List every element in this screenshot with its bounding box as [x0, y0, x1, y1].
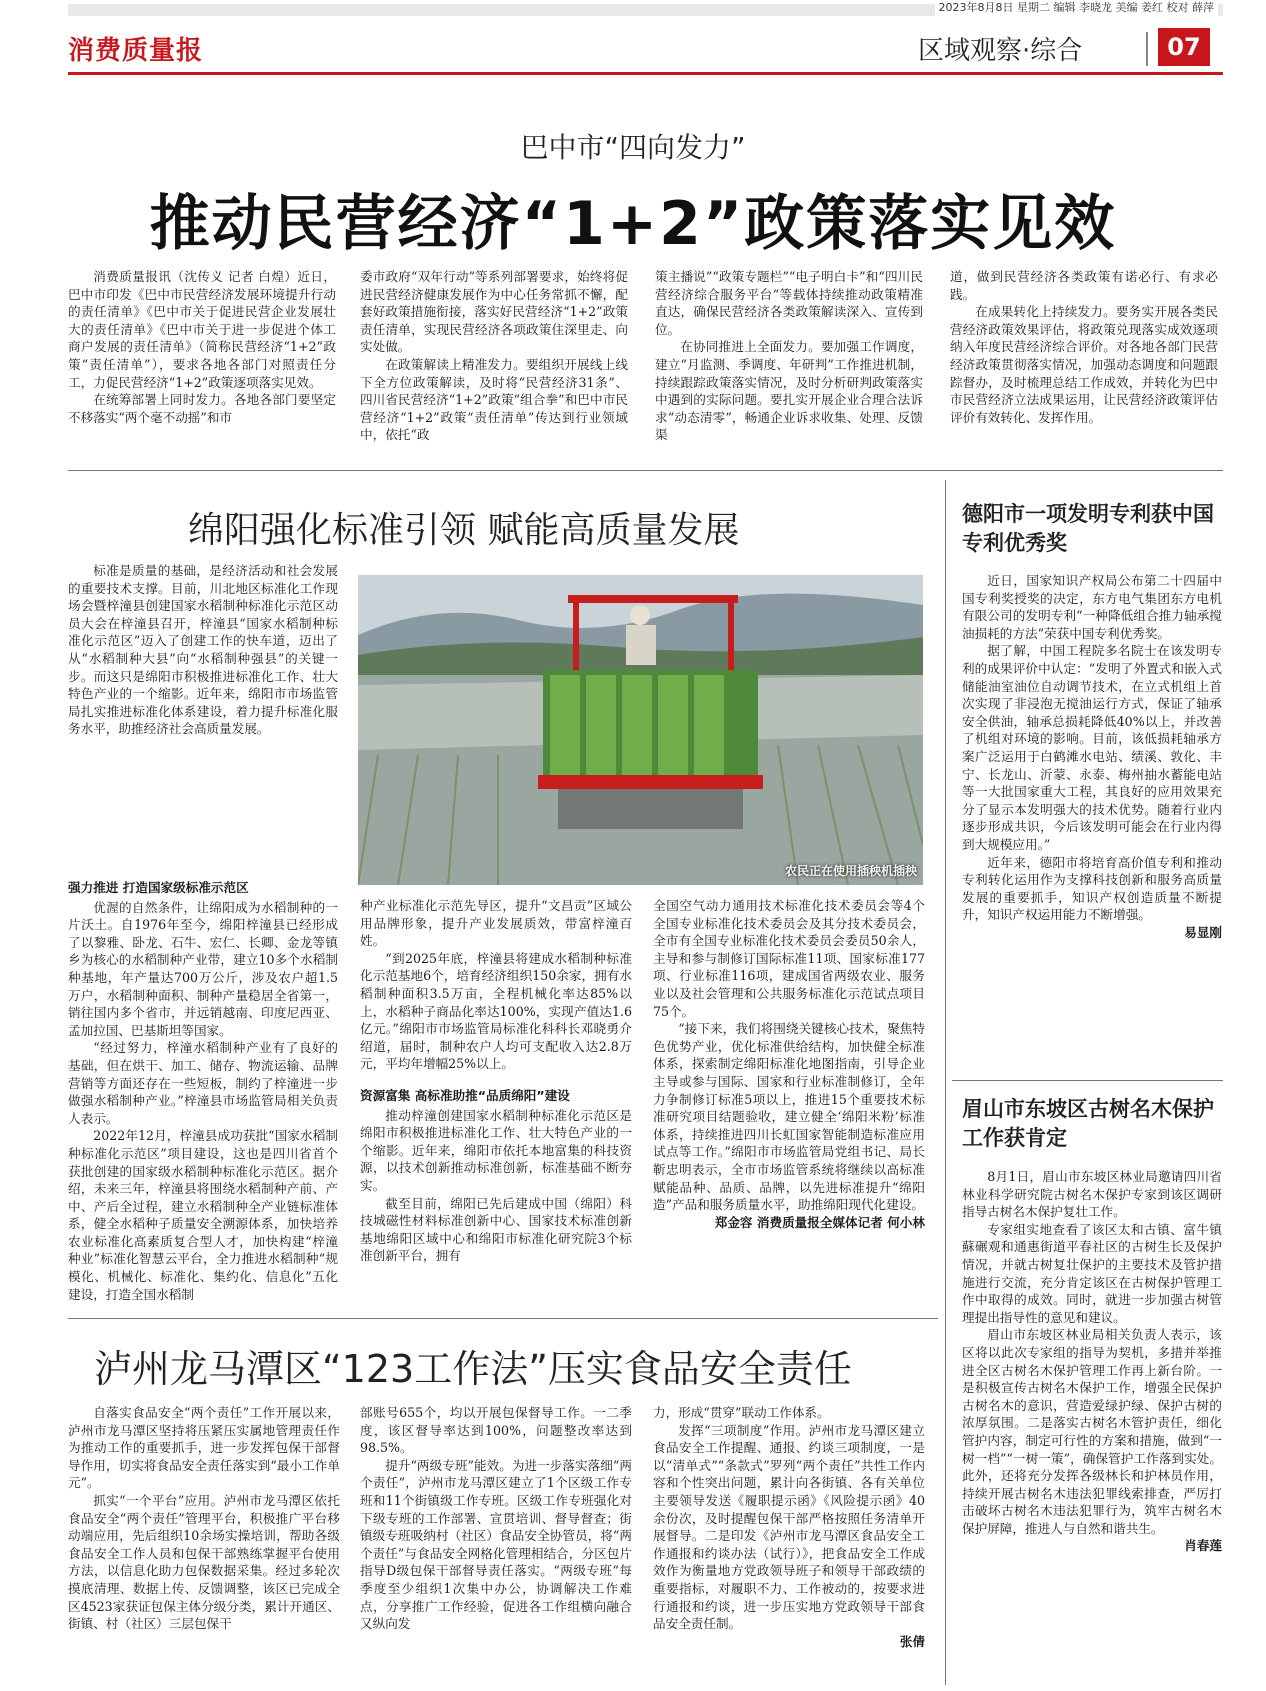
article-author: 易显刚	[1184, 924, 1222, 940]
article-author: 张倩	[899, 1633, 925, 1649]
meishan-headline: 眉山市东坡区古树名木保护工作获肯定	[962, 1097, 1214, 1150]
deyang-body	[962, 572, 1222, 941]
dateline: 2023年8月8日 星期二 编辑 李晓龙 美编 姜红 校对 薛萍	[935, 0, 1218, 16]
header-rule	[68, 72, 1223, 75]
subheading: 强力推进 打造国家级标准示范区	[68, 880, 249, 895]
article-author: 肖春莲	[1184, 1538, 1222, 1554]
paragraph: 提升“两级专班”能效。为进一步落实落细“两个责任”，泸州市龙马潭区建立了1个区级工作专班和11个街镇级工作专班。区级工作专班强化对下级专班的工作部署、宣贯培训、督导督查；街镇级专班吸纳村（社区）食品安全协管员，将“两个责任”与食品安全网格化管理相结合，分区包片指导D级包保干部督导责任落实。“两级专班”每季度至少组织1次集中办公，协调解决工作难点，分享推广工作经验，促进各工作组横向融合又纵向发	[360, 1457, 632, 1632]
paragraph: 在政策解读上精准发力。要组织开展线上线下全方位政策解读，及时将“民营经济31条”、四川省民营经济“1+2”政策“组合拳”和巴中市民营经济“1+2”政策“责任清单”传达到行业领域中，依托“政	[360, 356, 628, 443]
lead-column-4	[950, 268, 1218, 426]
paragraph: “接下来，我们将围绕关键核心技术，聚焦特色优势产业，优化标准供给结构，加快健全标准体系，探索制定绵阳标准化地图指南，引导企业主导或参与国际、国家和行业标准制修订，全年力争制修订标准5项以上，推进15个重要技术标准研究项目结题验收，建立健全‘绵阳米粉’标准体系，持续推进四川长虹国家智能制造标准应用试点等工作。”绵阳市市场监管局党组书记、局长靳忠明表示，全市市场监管系统将继续以高标准赋能品种、品质、品牌，以先进标准提升“绵阳造”产品和服务质量水平，助推绵阳现代化建设。	[653, 1021, 925, 1213]
paragraph: 近日，国家知识产权局公布第二十四届中国专利奖授奖的决定，东方电气集团东方电机有限公司的发明专利“一种降低组合推力轴承搅油损耗的方法”荣获中国专利优秀奖。	[962, 573, 1222, 641]
paragraph: 在统筹部署上同时发力。各地各部门要坚定不移落实“两个毫不动摇”和市	[68, 392, 336, 425]
photo-illustration	[358, 575, 923, 885]
section-divider	[952, 1080, 1223, 1081]
masthead-logo: 消费质量报	[68, 36, 204, 66]
section-divider	[68, 1318, 938, 1319]
paragraph: 消费质量报讯（沈传义 记者 白煌）近日，巴中市印发《巴中市民营经济发展环境提升行动的责任清单》《巴中市关于促进民营企业发展壮大的责任清单》《巴中市关于进一步促进个体工商户发展的责任清单》（简称民营经济“1+2”政策“责任清单”），要求各地各部门对照责任分工，力促民营经济“1+2”政策逐项落实见效。	[68, 269, 336, 390]
paragraph: 2022年12月，梓潼县成功获批“国家水稻制种标准化示范区”项目建设，这也是四川省首个获批创建的国家级水稻制种标准化示范区。据介绍，未来三年，梓潼县将围绕水稻制种产前、产中、产后全过程，建立水稻制种全产业链标准体系，健全水稻种子质量安全溯源体系，加快培养农业标准化高素质复合型人才，加快构建“梓潼种业”标准化智慧云平台，全力推进水稻制种“规模化、机械化、标准化、集约化、信息化”五化建设，打造全国水稻制	[68, 1128, 338, 1302]
lead-headline: 推动民营经济“1+2”政策落实见效	[149, 189, 1117, 259]
mianyang-headline: 绵阳强化标准引领 赋能高质量发展	[188, 510, 740, 551]
photo-caption: 农民正在使用插秧机插秧	[784, 864, 917, 878]
mianyang-column-2	[360, 897, 632, 1265]
paragraph: “到2025年底，梓潼县将建成水稻制种标准化示范基地6个，培育经济组织150余家，拥有水稻制种面积3.5万亩，全程机械化率达85%以上，水稻种子商品化率达100%，实现产值达1.6亿元。”绵阳市市场监管局标准化科科长邓晓勇介绍道，届时，制种农户人均可支配收入达2.8万元，平均年增幅25%以上。	[360, 950, 632, 1072]
paragraph: 力，形成“贯穿”联动工作体系。	[653, 1405, 830, 1420]
paragraph: 专家组实地查看了该区太和古镇、富牛镇蘇碾观和通惠街道平春社区的古树生长及保护情况，并就古树复壮保护的主要技术及管护措施进行交流，充分肯定该区在古树保护管理工作中取得的成效。同时，就进一步加强古树管理提出指导性的意见和建议。	[962, 1221, 1222, 1325]
paragraph: 推动梓潼创建国家水稻制种标准化示范区是绵阳市积极推进标准化工作、壮大特色产业的一个缩影。近年来，绵阳市依托本地富集的科技资源，以技术创新推动标准创新，标准基础不断夯实。	[360, 1107, 632, 1193]
column-divider	[945, 480, 946, 1685]
paragraph: “经过努力，梓潼水稻制种产业有了良好的基础，但在烘干、加工、储存、物流运输、品牌营销等方面还存在一些短板，制约了梓潼进一步做强水稻制种产业。”梓潼县市场监管局相关负责人表示。	[68, 1040, 338, 1126]
lead-column-2	[360, 268, 628, 444]
section-divider	[68, 470, 1223, 471]
mianyang-column-3	[653, 897, 925, 1231]
paragraph: 策主播说”“政策专题栏”“电子明白卡”和“四川民营经济综合服务平台”等载体持续推动政策精准直达，确保民营经济各类政策解读深入、宣传到位。	[655, 269, 923, 337]
paragraph: 近年来，德阳市将培育高价值专利和推动专利转化运用作为支撑科技创新和服务高质量发展的重要抓手，知识产权创造质量不断提升，知识产权运用能力不断增强。	[962, 854, 1222, 923]
paragraph: 全国空气动力通用技术标准化技术委员会等4个全国专业标准化技术委员会及其分技术委员会，全市有全国专业标准化技术委员会委员50余人，主导和参与制修订国际标准11项、国家标准177项、行业标准116项，建成国省两级农业、服务业以及社会管理和公共服务标准化示范试点项目75个。	[653, 898, 925, 1019]
article-author: 郑金容 消费质量报全媒体记者 何小林	[714, 1214, 925, 1230]
deyang-headline: 德阳市一项发明专利获中国专利优秀奖	[962, 502, 1214, 555]
paragraph: 发挥“三项制度”作用。泸州市龙马潭区建立食品安全工作提醒、通报、约谈三项制度，一是以“清单式”“条款式”罗列“两个责任”共性工作内容和个性突出问题，累计向各街镇、各有关单位主要领导发送《履职提示函》《风险提示函》40余份次，及时提醒包保干部严格按照任务清单开展督导。二是印发《泸州市龙马潭区食品安全工作通报和约谈办法（试行）》，把食品安全工作成效作为衡量地方党政领导班子和领导干部政绩的重要指标，对履职不力、工作被动的，按要求进行通报和约谈，进一步压实地方党政领导干部食品安全责任制。	[653, 1422, 925, 1632]
page-number: 07	[1158, 28, 1210, 66]
header-divider	[1146, 32, 1148, 66]
paragraph: 据了解，中国工程院多名院士在该发明专利的成果评价中认定：“发明了外置式和嵌入式储能油室油位自动调节技术，在立式机组上首次实现了非浸泡无搅油运行方式，保证了轴承安全供油，轴承总损耗降低40%以上，并改善了机组对环境的影响。目前，该低损耗轴承方案广泛运用于白鹤滩水电站、绩溪、敦化、丰宁、长龙山、沂蒙、永泰、梅州抽水蓄能电站等一大批国家重大工程，其良好的应用效果充分了显示本发明强大的技术优势。随着行业内逐步形成共识，今后该发明可能会在行业内得到大规模应用。”	[962, 643, 1222, 852]
subheading: 资源富集 高标准助推“品质绵阳”建设	[360, 1087, 570, 1103]
luzhou-headline: 泸州龙马潭区“123工作法”压实食品安全责任	[94, 1347, 852, 1391]
rice-transplanter-photo	[358, 575, 923, 885]
mianyang-intro	[68, 562, 338, 738]
luzhou-column-2	[360, 1404, 632, 1633]
luzhou-column-1	[68, 1404, 340, 1633]
paragraph: 眉山市东坡区林业局相关负责人表示，该区将以此次专家组的指导为契机，多措并举推进全区古树名木保护管理工作再上新台阶。一是积极宣传古树名木保护工作，增强全民保护古树名木的意识，营造爱绿护绿、保护古树的浓厚氛围。二是落实古树名木管护责任，细化管护内容，制定可行性的方案和措施，做到“一树一档”“一树一策”，确保管护工作落到实处。此外，还将充分发挥各级林长和护林员作用，持续开展古树名木违法犯罪线索排查，严厉打击破坏古树名木违法犯罪行为，筑牢古树名木保护屏障，推进人与自然和谐共生。	[962, 1327, 1222, 1536]
paragraph: 在协同推进上全面发力。要加强工作调度，建立“月监测、季调度、年研判”工作推进机制，持续跟踪政策落实情况，及时分析研判政策落实中遇到的实际问题。要扎实开展企业合理合法诉求“动态清零”，畅通企业诉求收集、处理、反馈渠	[655, 339, 923, 443]
paragraph: 8月1日，眉山市东坡区林业局邀请四川省林业科学研究院古树名木保护专家到该区调研指导古树名木保护复壮工作。	[962, 1169, 1222, 1220]
luzhou-column-3	[653, 1404, 925, 1650]
paragraph: 道，做到民营经济各类政策有诺必行、有求必践。	[950, 269, 1218, 302]
lead-kicker: 巴中市“四向发力”	[520, 131, 746, 164]
paragraph: 委市政府“双年行动”等系列部署要求，始终将促进民营经济健康发展作为中心任务常抓不懈，配套好政策措施衔接，落实好民营经济“1+2”政策责任清单，实现民营经济各项政策住深里走、向实处做。	[360, 269, 628, 355]
paragraph: 在成果转化上持续发力。要务实开展各类民营经济政策效果评估，将政策兑现落实成效逐项纳入年度民营经济综合评价。对各地各部门民营经济政策贯彻落实情况，加强动态调度和问题跟踪督办，及时梳理总结工作成效，并转化为巴中市民营经济立法成果运用，让民营经济政策评估评价有效转化、发挥作用。	[950, 304, 1218, 425]
paragraph: 自落实食品安全“两个责任”工作开展以来，泸州市龙马潭区坚持将压紧压实属地管理责任作为推动工作的重要抓手，进一步发挥包保干部督导作用，切实将食品安全责任落实到“最小工作单元”。	[68, 1405, 340, 1491]
meishan-body	[962, 1168, 1222, 1555]
mianyang-column-1	[68, 875, 338, 1303]
paragraph: 标准是质量的基础，是经济活动和社会发展的重要技术支撑。目前，川北地区标准化工作现场会暨梓潼县创建国家水稻制种标准化示范区动员大会在梓潼县召开，梓潼县“国家水稻制种标准化示范区”迈入了创建工作的快车道，迈出了从“水稻制种大县”向“水稻制种强县”的关键一步。而这只是绵阳市积极推进标准化工作、壮大特色产业的一个缩影。近年来，绵阳市市场监管局扎实推进标准化体系建设，着力提升标准化服务水平，助推经济社会高质量发展。	[68, 563, 338, 737]
paragraph: 部账号655个，均以开展包保督导工作。一二季度，该区督导率达到100%，问题整改率达到98.5%。	[360, 1405, 632, 1456]
lead-column-1	[68, 268, 336, 426]
lead-column-3	[655, 268, 923, 444]
paragraph: 优渥的自然条件，让绵阳成为水稻制种的一片沃土。自1976年至今，绵阳梓潼县已经形成了以黎雅、卧龙、石牛、宏仁、长卿、金龙等镇乡为核心的水稻制种产业带，建立10多个水稻制种基地，年产量达700万公斤，涉及农户超1.5万户，水稻制种面积、制种产量稳居全省第一，销往国内多个省市，并远销越南、印度尼西亚、孟加拉国、巴基斯坦等国家。	[68, 899, 338, 1038]
paragraph: 种产业标准化示范先导区，提升“文昌贡”区域公用品牌形象，提升产业发展质效，带富梓潼百姓。	[360, 898, 632, 949]
paragraph: 截至目前，绵阳已先后建成中国（绵阳）科技城磁性材料标准创新中心、国家技术标准创新基地绵阳区域中心和绵阳市标准化研究院3个标准创新平台，拥有	[360, 1195, 632, 1264]
paragraph: 抓实“一个平台”应用。泸州市龙马潭区依托食品安全“两个责任”管理平台，积极推广平台移动端应用，先后组织10余场实操培训，帮助各级食品安全工作人员和包保干部熟练掌握平台使用方法，以信息化助力包保数据采集。经过多轮次摸底清理、数据上传、反馈调整，该区已完成全区4523家获证包保主体分级分类，累计开通区、街镇、村（社区）三层包保干	[68, 1492, 340, 1632]
section-title: 区域观察·综合	[918, 36, 1083, 66]
